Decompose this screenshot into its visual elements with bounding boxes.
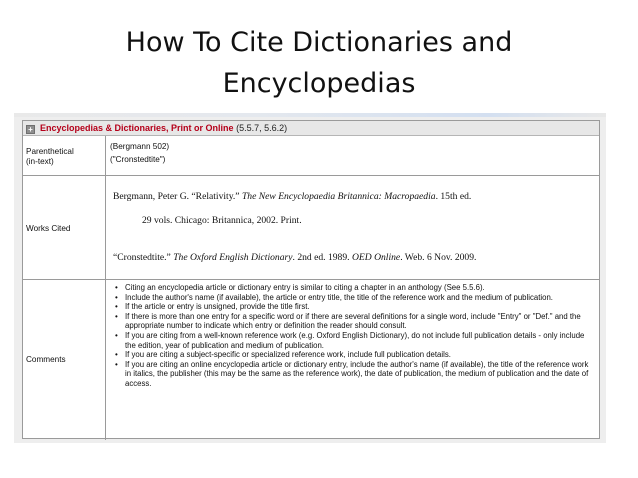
comments-list: [115, 283, 595, 389]
entry-1-edition: . 15th ed.: [435, 191, 472, 202]
comments-content: [107, 280, 599, 440]
parenthetical-label-line-1: Parenthetical: [26, 147, 74, 156]
entry-2-reference-work: The Oxford English Dictionary: [173, 252, 293, 263]
entry-2-database: OED Online: [351, 252, 401, 263]
panel-header-title: Encyclopedias & Dictionaries, Print or Online: [40, 123, 234, 133]
comments-row: [23, 280, 599, 440]
parenthetical-label: [23, 136, 106, 175]
works-cited-entry-1-line-1: [113, 191, 471, 202]
panel-header[interactable]: [23, 121, 599, 136]
comment-item-2: • Include the author's name (if available), the article or entry title, the title of the reference work and the medium of publication.: [115, 293, 595, 303]
parenthetical-examples: [107, 136, 599, 181]
entry-1-author-title: Bergmann, Peter G. “Relativity.”: [113, 191, 242, 202]
works-cited-entry-2: [113, 252, 476, 263]
comment-item-7: • If you are citing an online encyclopedia article or dictionary entry, include the author's name (if available), the title of the reference work in italics, the publisher (this may be the same as the reference work), the date of publication, the medium of publication and the date of access.: [115, 360, 595, 389]
parenthetical-label-line-2: (in-text): [26, 157, 54, 166]
entry-1-reference-work: The New Encyclopaedia Britannica: Macropaedia: [241, 191, 436, 202]
comments-label: Comments: [23, 280, 106, 440]
entry-2-access: . Web. 6 Nov. 2009.: [400, 252, 477, 263]
entry-2-edition: . 2nd ed. 1989.: [292, 252, 352, 263]
comment-item-3: • If the article or entry is unsigned, provide the title first.: [115, 302, 595, 312]
parenthetical-example-1: (Bergmann 502): [110, 142, 170, 151]
comment-item-1: • Citing an encyclopedia article or dictionary entry is similar to citing a chapter in an anthology (See 5.5.6).: [115, 283, 595, 293]
parenthetical-row: [23, 136, 599, 176]
citation-panel: [22, 120, 600, 439]
panel-header-sections: (5.5.7, 5.6.2): [236, 123, 288, 133]
comment-item-5: • If you are citing from a well-known reference work (e.g. Oxford English Dictionary), do not include full publication details - only include the edition, year of publication and medium of publication.: [115, 331, 595, 350]
works-cited-row: [23, 176, 599, 280]
comment-item-4: • If there is more than one entry for a specific word or if there are several definitions for a single word, include "Entry" or "Def." and the appropriate number to indicate which entry or definition the reader should consult.: [115, 312, 595, 331]
comment-item-6: • If you are citing a subject-specific or specialized reference work, include full publication details.: [115, 350, 595, 360]
slide-title: [0, 22, 638, 104]
works-cited-entries: [107, 176, 599, 279]
entry-2-title: “Cronstedtite.”: [113, 252, 174, 263]
works-cited-entry-1-line-2: 29 vols. Chicago: Britannica, 2002. Print.: [142, 215, 302, 226]
slide-title-line-1: How To Cite Dictionaries and: [125, 27, 513, 58]
slide-title-line-2: Encyclopedias: [222, 68, 416, 99]
expand-plus-icon[interactable]: +: [26, 125, 35, 134]
citation-screenshot: [14, 117, 606, 443]
parenthetical-example-2: ("Cronstedtite"): [110, 155, 166, 164]
works-cited-label: Works Cited: [23, 176, 106, 279]
